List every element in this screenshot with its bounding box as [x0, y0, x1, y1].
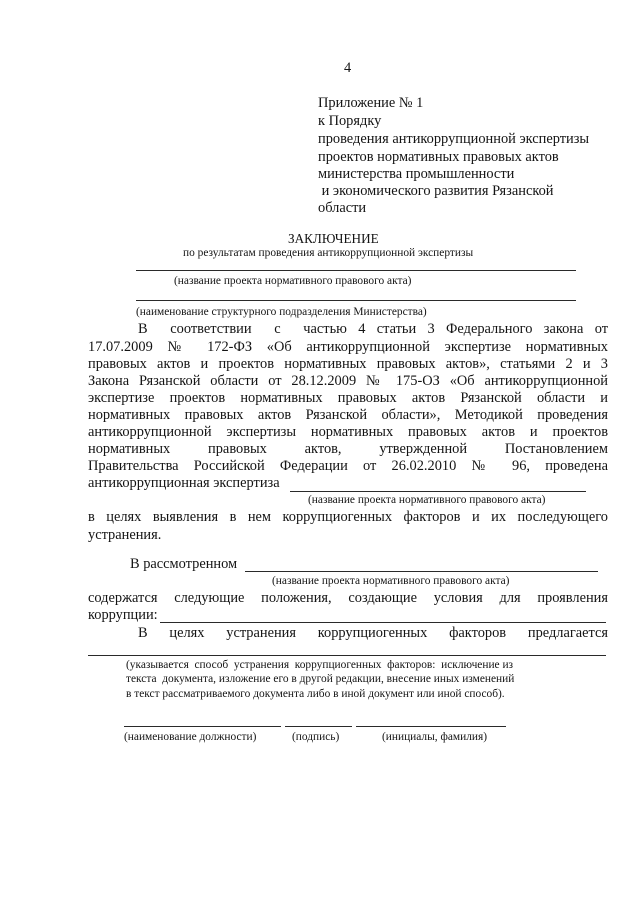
document-title: ЗАКЛЮЧЕНИЕ — [288, 231, 379, 246]
appendix-line: Приложение № 1 — [318, 95, 424, 111]
corruption-label: коррупции: — [88, 607, 158, 623]
draft-name-hint-3: (название проекта нормативного правового акта) — [272, 575, 510, 587]
initials-line — [356, 726, 506, 727]
contains-line: содержатся следующие положения, создающие условия для проявления — [88, 590, 608, 606]
sign-hint: (подпись) — [292, 731, 340, 743]
draft-name-hint-2: (название проекта нормативного правового акта) — [308, 494, 546, 506]
elimination-hint-line: в текст рассматриваемого документа либо в иной документ или иной способ). — [126, 688, 505, 700]
draft-name-hint: (название проекта нормативного правового акта) — [174, 275, 412, 287]
appendix-line: к Порядку — [318, 113, 382, 129]
expertise-line — [290, 491, 586, 492]
sign-line — [285, 726, 352, 727]
page-number: 4 — [344, 60, 352, 76]
position-hint: (наименование должности) — [124, 731, 257, 743]
body-line: правовых актов и проектов нормативных правовых актов», статьями 2 и 3 — [88, 356, 608, 372]
purpose-line: устранения. — [88, 527, 162, 543]
draft-name-line — [136, 270, 576, 271]
position-line — [124, 726, 281, 727]
proposal-answer-line — [88, 655, 606, 656]
document-subtitle: по результатам проведения антикоррупционной экспертизы — [183, 247, 474, 259]
elimination-hint-line: текста документа, изложение его в другой редакции, внесение иных изменений — [126, 673, 515, 685]
appendix-line: министерства промышленности — [318, 166, 515, 182]
body-line: экспертизе проектов нормативных правовых актов Рязанской области и — [88, 390, 608, 406]
proposal-line: В целях устранения коррупциогенных факторов предлагается — [138, 625, 608, 641]
body-line: 17.07.2009 № 172-ФЗ «Об антикоррупционной экспертизе нормативных — [88, 339, 608, 355]
body-line: нормативных правовых актов, утвержденной Постановлением — [88, 441, 608, 457]
appendix-line: области — [318, 200, 367, 216]
appendix-line: проектов нормативных правовых актов — [318, 149, 559, 165]
body-line: В соответствии с частью 4 статьи 3 Федерального закона от — [138, 321, 608, 337]
reviewed-label: В рассмотренном — [130, 556, 238, 572]
appendix-line: проведения антикоррупционной экспертизы — [318, 131, 590, 147]
corruption-line — [160, 622, 606, 623]
expertise-label: антикоррупционная экспертиза — [88, 475, 280, 491]
purpose-line: в целях выявления в нем коррупциогенных факторов и их последующего — [88, 509, 608, 525]
initials-hint: (инициалы, фамилия) — [382, 731, 488, 743]
elimination-hint-line: (указывается способ устранения коррупциогенных факторов: исключение из — [126, 659, 514, 671]
body-line: нормативных правовых актов Рязанской области», Методикой проведения — [88, 407, 608, 423]
body-line: Правительства Российской Федерации от 26.02.2010 № 96, проведена — [88, 458, 608, 474]
appendix-line: и экономического развития Рязанской — [318, 183, 554, 199]
body-line: Закона Рязанской области от 28.12.2009 № 175-ОЗ «Об антикоррупционной — [88, 373, 608, 389]
reviewed-line — [245, 571, 598, 572]
department-line — [136, 300, 576, 301]
department-hint: (наименование структурного подразделения Министерства) — [136, 306, 427, 318]
body-line: антикоррупционной экспертизы нормативных правовых актов и проектов — [88, 424, 608, 440]
